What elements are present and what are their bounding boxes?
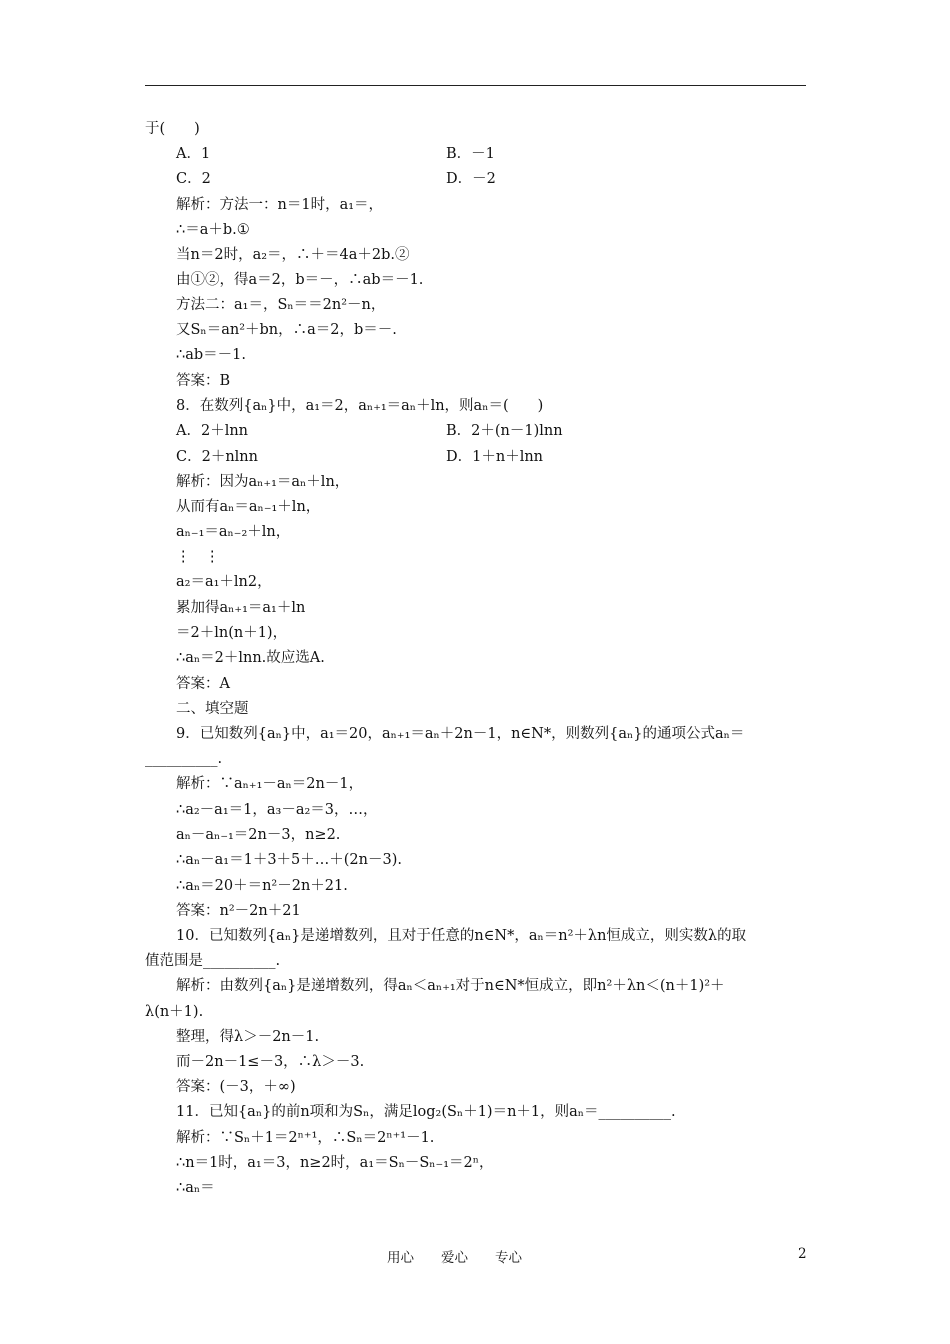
text-line: __________. [145, 751, 223, 767]
text-line: 解析：∵aₙ₊₁－aₙ＝2n－1， [176, 776, 364, 792]
text-line: 11．已知{aₙ}的前n项和为Sₙ，满足log₂(Sₙ＋1)＝n＋1，则aₙ＝__________. [176, 1104, 676, 1120]
text-line: 答案：B [176, 373, 231, 389]
text-line: ∴a₂－a₁＝1，a₃－a₂＝3，…， [176, 802, 378, 818]
text-line: 答案：n²－2n＋21 [176, 903, 301, 919]
text-line: aₙ－aₙ₋₁＝2n－3，n≥2. [176, 827, 341, 843]
text-line: 方法二：a₁＝，Sₙ＝＝2n²－n， [176, 297, 386, 313]
text-line: 10．已知数列{aₙ}是递增数列，且对于任意的n∈N*，aₙ＝n²＋λn恒成立，则实数λ的取 [176, 928, 747, 944]
text-line: C．2＋nlnn [176, 449, 258, 465]
text-line: 累加得aₙ₊₁＝a₁＋ln [176, 600, 306, 616]
text-line: ∴aₙ＝2＋lnn.故应选A. [176, 650, 325, 666]
text-line: ∴＝a＋b.① [176, 222, 250, 238]
text-line: 解析：方法一：n＝1时，a₁＝， [176, 197, 384, 213]
text-line: 9．已知数列{aₙ}中，a₁＝20，aₙ₊₁＝aₙ＋2n－1，n∈N*，则数列{aₙ}的通项公式aₙ＝ [176, 726, 745, 742]
text-line: ∴aₙ－a₁＝1＋3＋5＋…＋(2n－3). [176, 852, 402, 868]
text-line: 解析：因为aₙ₊₁＝aₙ＋ln， [176, 474, 350, 490]
text-line: 解析：∵Sₙ＋1＝2ⁿ⁺¹，∴Sₙ＝2ⁿ⁺¹－1. [176, 1130, 435, 1146]
text-line: ∴aₙ＝20＋＝n²－2n＋21. [176, 878, 348, 894]
text-line: C．2 [176, 171, 211, 187]
text-line: 由①②，得a＝2，b＝－，∴ab＝－1. [176, 272, 424, 288]
text-line: 于( ) [145, 121, 200, 137]
text-line: ＝2＋ln(n＋1)， [176, 625, 288, 641]
text-line: ⋮ ⋮ [176, 549, 220, 565]
text-line: ∴aₙ＝ [176, 1180, 215, 1196]
header-rule [145, 85, 806, 86]
text-line: 解析：由数列{aₙ}是递增数列，得aₙ＜aₙ₊₁对于n∈N*恒成立，即n²＋λn＜(n＋1)²＋ [176, 978, 725, 994]
text-line: 整理，得λ＞－2n－1. [176, 1029, 320, 1045]
text-line: λ(n＋1). [145, 1004, 204, 1020]
text-line: B．2＋(n－1)lnn [446, 423, 563, 439]
text-line: 二、填空题 [176, 701, 249, 717]
text-line: A．1 [176, 146, 211, 162]
text-line: 答案：(－3，＋∞) [176, 1079, 296, 1095]
text-line: A．2＋lnn [176, 423, 249, 439]
text-line: 8．在数列{aₙ}中，a₁＝2，aₙ₊₁＝aₙ＋ln，则aₙ＝( ) [176, 398, 544, 414]
page-number: 2 [798, 1246, 807, 1262]
text-line: 值范围是__________. [145, 953, 281, 969]
text-line: 而－2n－1≤－3，∴λ＞－3. [176, 1054, 365, 1070]
text-line: 当n＝2时，a₂＝，∴＋＝4a＋2b.② [176, 247, 410, 263]
footer-text: 用心 爱心 专心 [387, 1250, 522, 1266]
text-line: 又Sₙ＝an²＋bn，∴a＝2，b＝－. [176, 322, 397, 338]
text-line: B．－1 [446, 146, 495, 162]
text-line: 从而有aₙ＝aₙ₋₁＋ln， [176, 499, 321, 515]
text-line: 答案：A [176, 676, 230, 692]
text-line: ∴ab＝－1. [176, 347, 246, 363]
text-line: D．－2 [446, 171, 496, 187]
text-line: aₙ₋₁＝aₙ₋₂＋ln， [176, 524, 291, 540]
text-line: ∴n＝1时，a₁＝3，n≥2时，a₁＝Sₙ－Sₙ₋₁＝2ⁿ， [176, 1155, 494, 1171]
text-line: a₂＝a₁＋ln2， [176, 574, 272, 590]
text-line: D．1＋n＋lnn [446, 449, 544, 465]
